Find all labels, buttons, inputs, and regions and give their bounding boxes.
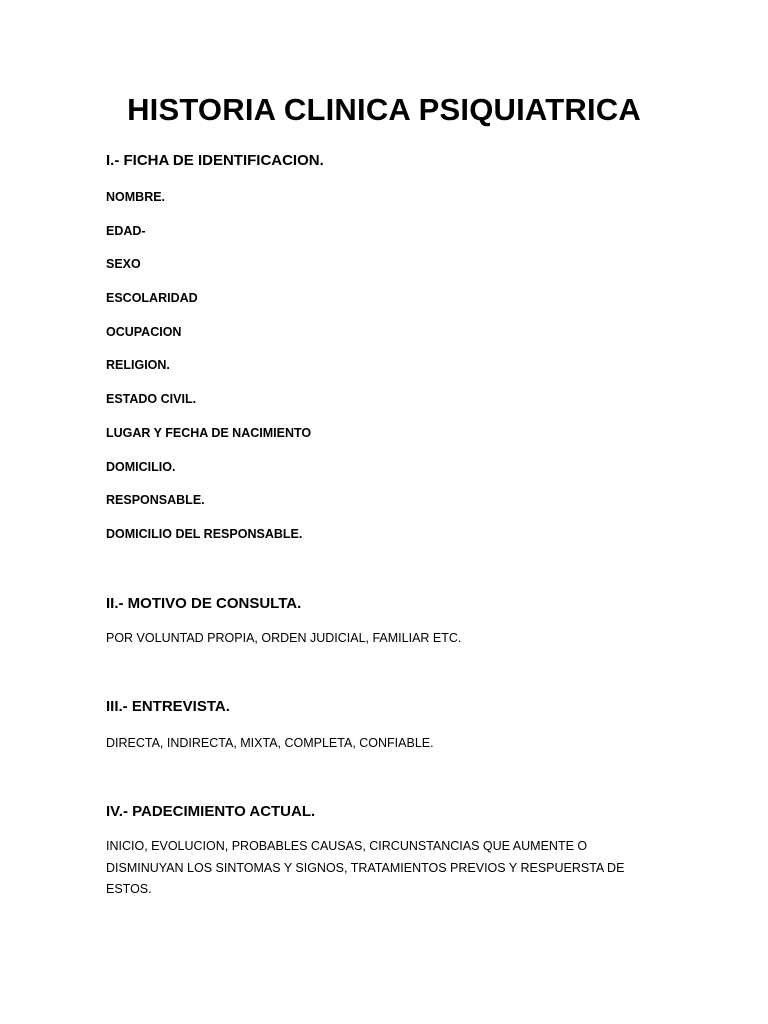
field-estado-civil: ESTADO CIVIL.: [106, 392, 197, 407]
identification-field-list: [106, 189, 311, 560]
field-religion: RELIGION.: [106, 358, 170, 373]
section-heading-padecimiento-actual: IV.- PADECIMIENTO ACTUAL.: [106, 803, 316, 820]
document-title: HISTORIA CLINICA PSIQUIATRICA: [127, 92, 641, 127]
section-text-motivo-consulta: POR VOLUNTAD PROPIA, ORDEN JUDICIAL, FAMILIAR ETC.: [106, 631, 462, 645]
section-heading-identificacion: I.- FICHA DE IDENTIFICACION.: [106, 152, 324, 169]
field-domicilio-responsable: DOMICILIO DEL RESPONSABLE.: [106, 526, 303, 541]
field-escolaridad: ESCOLARIDAD: [106, 291, 198, 306]
field-domicilio: DOMICILIO.: [106, 459, 176, 474]
field-ocupacion: OCUPACION: [106, 324, 182, 339]
field-edad: EDAD-: [106, 223, 146, 238]
section-heading-entrevista: III.- ENTREVISTA.: [106, 698, 230, 715]
section-text-padecimiento-actual: INICIO, EVOLUCION, PROBABLES CAUSAS, CIRCUNSTANCIAS QUE AUMENTE O DISMINUYAN LOS SINTOMAS Y SIGNOS, TRATAMIENTOS PREVIOS Y RESPUERSTA DE ESTOS.: [106, 839, 625, 896]
field-sexo: SEXO: [106, 257, 141, 272]
field-nombre: NOMBRE.: [106, 190, 166, 204]
section-heading-motivo-consulta: II.- MOTIVO DE CONSULTA.: [106, 595, 302, 612]
section-text-entrevista: DIRECTA, INDIRECTA, MIXTA, COMPLETA, CONFIABLE.: [106, 736, 434, 750]
field-responsable: RESPONSABLE.: [106, 493, 205, 508]
field-lugar-fecha-nacimiento: LUGAR Y FECHA DE NACIMIENTO: [106, 425, 312, 440]
